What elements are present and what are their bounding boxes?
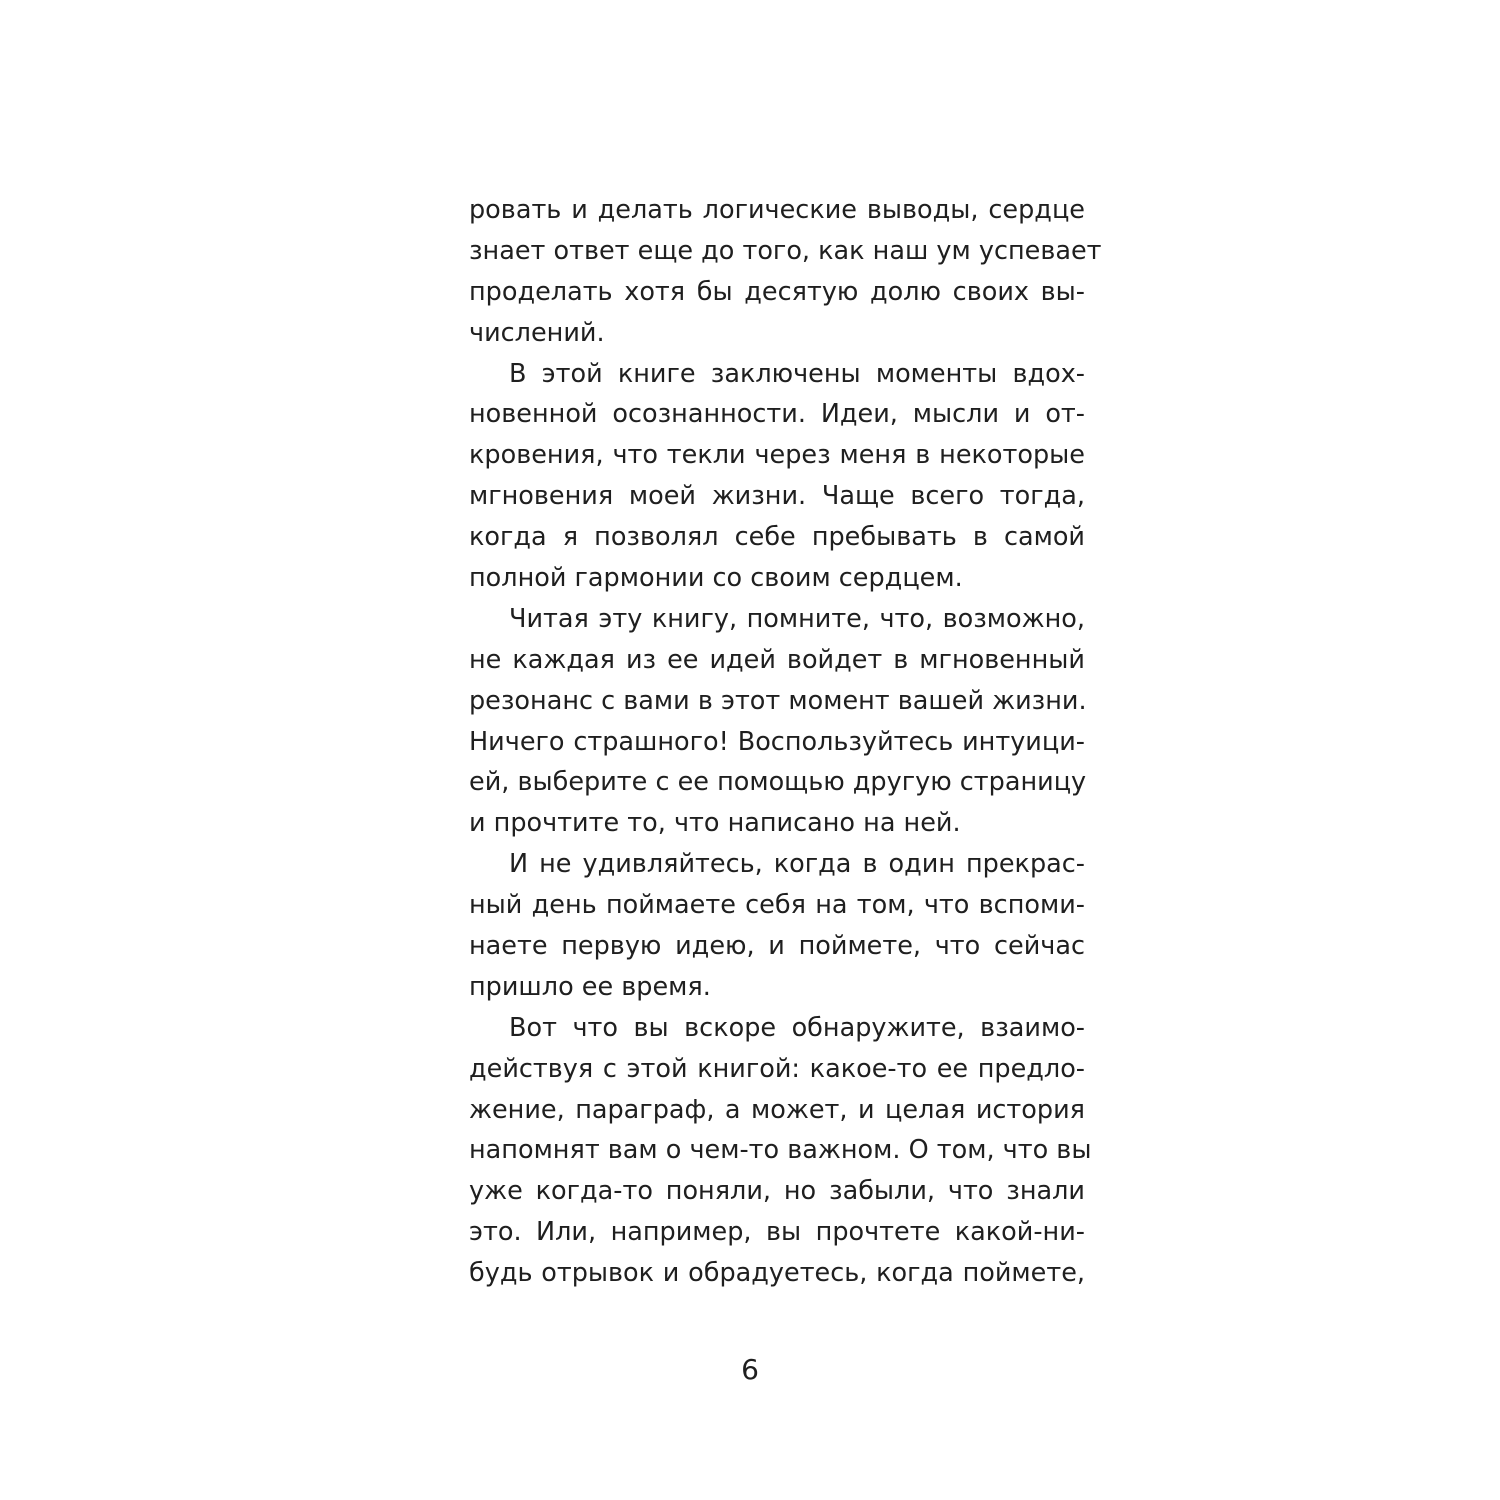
text-line: полной гармонии со своим сердцем. [469,563,963,594]
text-line: новенной осознанности. Идеи, мысли и от- [469,399,1085,430]
body-text [469,190,1102,1294]
text-line: действуя с этой книгой: какое-то ее предло- [469,1053,1085,1084]
text-line: проделать хотя бы десятую долю своих вы- [469,276,1085,307]
text-line: ровать и делать логические выводы, сердце [469,195,1085,225]
text-line: резонанс с вами в этот момент вашей жизни. [469,685,1087,716]
page-number: 6 [741,1353,759,1386]
text-line: ный день поймаете себя на том, что вспоми- [469,890,1085,921]
text-line: жение, параграф, а может, и целая история [469,1094,1085,1125]
paragraph-first-line: В этой книге заключены моменты вдох- [509,358,1085,389]
text-line: пришло ее время. [469,971,711,1002]
text-line: не каждая из ее идей войдет в мгновенный [469,644,1085,675]
text-line: знает ответ еще до того, как наш ум успевает [469,235,1102,266]
text-line: числений. [469,317,605,348]
paragraph-first-line: И не удивляйтесь, когда в один прекрас- [509,849,1085,880]
text-line: ей, выберите с ее помощью другую страницу [469,767,1087,798]
text-line: и прочтите то, что написано на ней. [469,808,961,839]
text-line: напомнят вам о чем-то важном. О том, что вы [469,1135,1092,1166]
text-line: это. Или, например, вы прочтете какой-ни- [469,1217,1085,1248]
text-line: кровения, что текли через меня в некоторые [469,440,1085,471]
text-line: когда я позволял себе пребывать в самой [469,522,1085,553]
text-line: уже когда-то поняли, но забыли, что знали [469,1176,1085,1207]
text-line: наете первую идею, и поймете, что сейчас [469,931,1085,962]
paragraph-first-line: Читая эту книгу, помните, что, возможно, [509,603,1085,634]
text-line: будь отрывок и обрадуетесь, когда поймете, [469,1258,1085,1289]
paragraph-first-line: Вот что вы вскоре обнаружите, взаимо- [509,1012,1085,1043]
text-line: мгновения моей жизни. Чаще всего тогда, [469,481,1085,512]
text-line: Ничего страшного! Воспользуйтесь интуици- [469,726,1085,757]
